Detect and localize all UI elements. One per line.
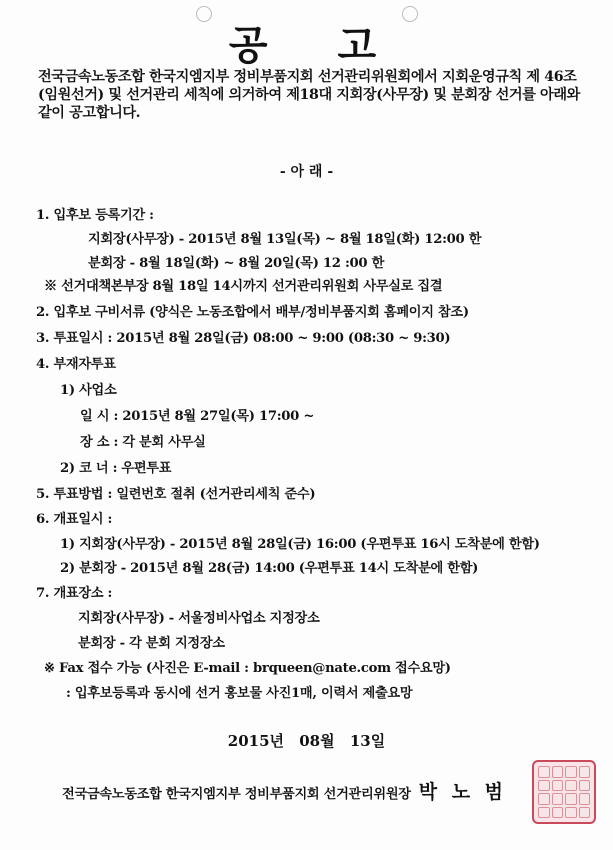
item-5-method: 5. 투표방법 : 일련번호 절취 (선거관리세칙 준수) [36,487,316,502]
signature-line [62,777,507,804]
item-4-2-corner: 2) 코 너 : 우편투표 [60,461,172,476]
official-seal-stamp [532,760,596,824]
item-4-1-office: 1) 사업소 [60,383,117,398]
signature-org: 전국금속노동조합 한국지엠지부 정비부품지회 선거관리위원장 [62,787,411,802]
fax-note: ※ Fax 접수 가능 (사진은 E-mail : brqueen@nate.com 접수요망) [44,661,451,676]
item-2-documents: 2. 입후보 구비서류 (양식은 노동조합에서 배부/정비부품지회 홈페이지 참조) [36,305,469,320]
item-1-registration: 1. 입후보 등록기간 : [36,208,154,223]
item-3-voting-time: 3. 투표일시 : 2015년 8월 28일(금) 08:00 ~ 9:00 (08:30 ~ 9:30) [36,331,451,346]
item-6-counting: 6. 개표일시 : [36,512,113,527]
item-7-branch-chief-place: 지회장(사무장) - 서울정비사업소 지정장소 [78,611,320,626]
item-6-1-branch-chief: 1) 지회장(사무장) - 2015년 8월 28일(금) 16:00 (우편투표 16시 도착분에 한함) [60,537,540,552]
notice-title: 공 고 [228,22,405,69]
item-7-counting-place: 7. 개표장소 : [36,586,113,601]
notice-intro: 전국금속노동조합 한국지엠지부 정비부품지회 선거관리위원회에서 지회운영규칙 제 46조(임원선거) 및 선거관리 세칙에 의거하여 제18대 지회장(사무장) 및 분회장 선거를 아래와 같이 공고합니다. [38,69,580,121]
item-7-sub-branch-place: 분회장 - 각 분회 지정장소 [78,636,225,651]
submission-note: : 입후보등록과 동시에 선거 홍보물 사진1매, 이력서 제출요망 [66,686,413,701]
item-4-absentee: 4. 부재자투표 [36,357,116,372]
section-heading: - 아 래 - [279,164,334,180]
item-1-note: ※ 선거대책본부장 8월 18일 14시까지 선거관리위원회 사무실로 집결 [44,279,443,294]
item-1-branch-chief-period: 지회장(사무장) - 2015년 8월 13일(목) ~ 8월 18일(화) 12:00 한 [88,232,482,247]
item-4-1-time: 일 시 : 2015년 8월 27일(목) 17:00 ~ [80,409,315,424]
notice-date: 2015년 08월 13일 [227,732,386,750]
item-1-sub-branch-period: 분회장 - 8월 18일(화) ~ 8월 20일(목) 12 :00 한 [88,256,385,271]
item-6-2-sub-branch: 2) 분회장 - 2015년 8월 28(금) 14:00 (우편투표 14시 도착분에 한함) [60,561,479,576]
signature-name: 박 노 범 [418,781,508,803]
item-4-1-place: 장 소 : 각 분회 사무실 [80,435,206,450]
